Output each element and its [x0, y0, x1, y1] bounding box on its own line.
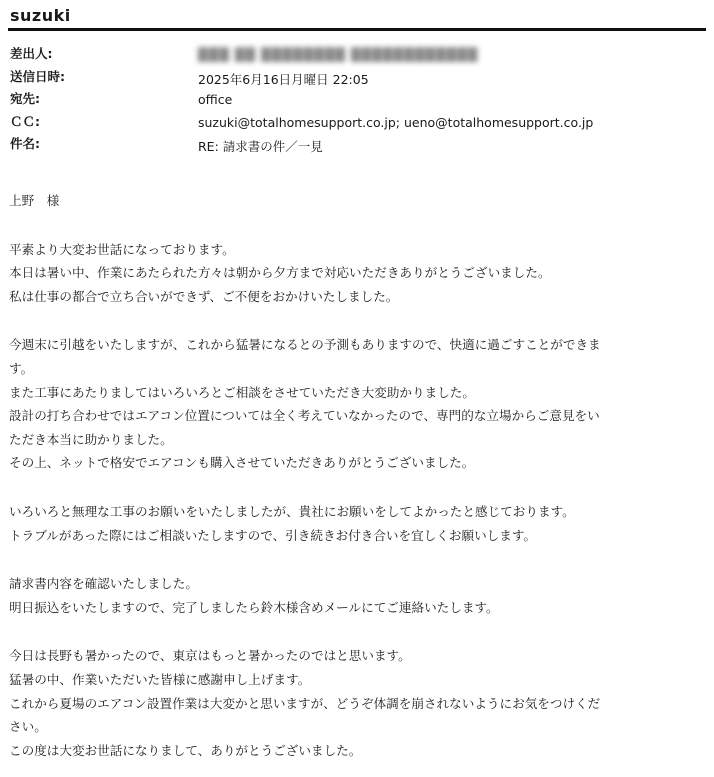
subject-label: 件名: — [10, 136, 40, 151]
body-line: ただき本当に助かりました。 — [9, 431, 173, 447]
email-body — [9, 189, 711, 762]
from-row — [8, 44, 706, 67]
body-line: トラブルがあった際にはご相談いたしますので、引き続きお付き合いを宜しくお願いします。 — [9, 527, 537, 543]
from-value-redacted: ███ ██ ████████ ████████████ — [198, 47, 479, 62]
paragraph-spacer — [9, 213, 711, 238]
body-line: 本日は暑い中、作業にあたられた方々は朝から夕方まで対応いただきありがとうございました。 — [9, 265, 551, 281]
body-line: この度は大変お世話になりまして、ありがとうございました。 — [9, 742, 362, 758]
sent-value: 2025年6月16日月曜日 22:05 — [198, 71, 369, 87]
body-line: また工事にあたりましてはいろいろとご相談をさせていただき大変助かりました。 — [9, 384, 475, 400]
body-line: 猛暑の中、作業いただいた皆様に感謝申し上げます。 — [9, 671, 311, 687]
body-line: さい。 — [9, 719, 47, 735]
body-line: いろいろと無理な工事のお願いをいたしましたが、貴社にお願いをしてよかったと感じております。 — [9, 503, 575, 519]
cc-row — [8, 112, 706, 135]
greeting: 上野 様 — [9, 193, 60, 208]
body-line: 今週末に引越をいたしますが、これから猛暑になるとの予測もありますので、快適に過ごすことができま — [9, 337, 601, 353]
email-meta-block — [8, 44, 706, 157]
paragraph-spacer — [9, 547, 711, 572]
body-line: 請求書内容を確認いたしました。 — [9, 576, 198, 592]
body-line: その上、ネットで格安でエアコンも購入させていただきありがとうございました。 — [9, 455, 475, 471]
subject-row — [8, 134, 706, 157]
body-line: 設計の打ち合わせではエアコン位置については全く考えていなかったので、専門的な立場からご意見をい — [9, 408, 600, 424]
to-label: 宛先: — [10, 91, 40, 106]
body-line: 私は仕事の都合で立ち合いができず、ご不便をおかけいたしました。 — [9, 288, 399, 304]
body-line: 明日振込をいたしますので、完了しましたら鈴木様含めメールにてご連絡いたします。 — [9, 599, 499, 615]
body-line: 今日は長野も暑かったので、東京はもっと暑かったのではと思います。 — [9, 648, 411, 664]
cc-label: ＣＣ: — [10, 113, 40, 129]
body-line: 平素より大変お世話になっております。 — [9, 241, 235, 257]
email-header-bar — [8, 6, 706, 31]
from-label: 差出人: — [10, 46, 53, 61]
sender-name-title: suzuki — [10, 6, 71, 25]
cc-value: suzuki@totalhomesupport.co.jp; ueno@totalhomesupport.co.jp — [198, 114, 594, 130]
paragraph-spacer — [9, 619, 711, 644]
subject-value: RE: 請求書の件／一見 — [198, 139, 323, 154]
body-line: これから夏場のエアコン設置作業は大変かと思いますが、どうぞ体調を崩されないようにお気をつけくだ — [9, 695, 601, 711]
paragraph-spacer — [9, 475, 711, 500]
sent-label: 送信日時: — [10, 68, 65, 84]
paragraph-spacer — [9, 308, 711, 333]
sent-row — [8, 67, 706, 90]
to-row — [8, 89, 706, 112]
to-value: office — [198, 92, 233, 107]
body-line: す。 — [9, 360, 34, 376]
